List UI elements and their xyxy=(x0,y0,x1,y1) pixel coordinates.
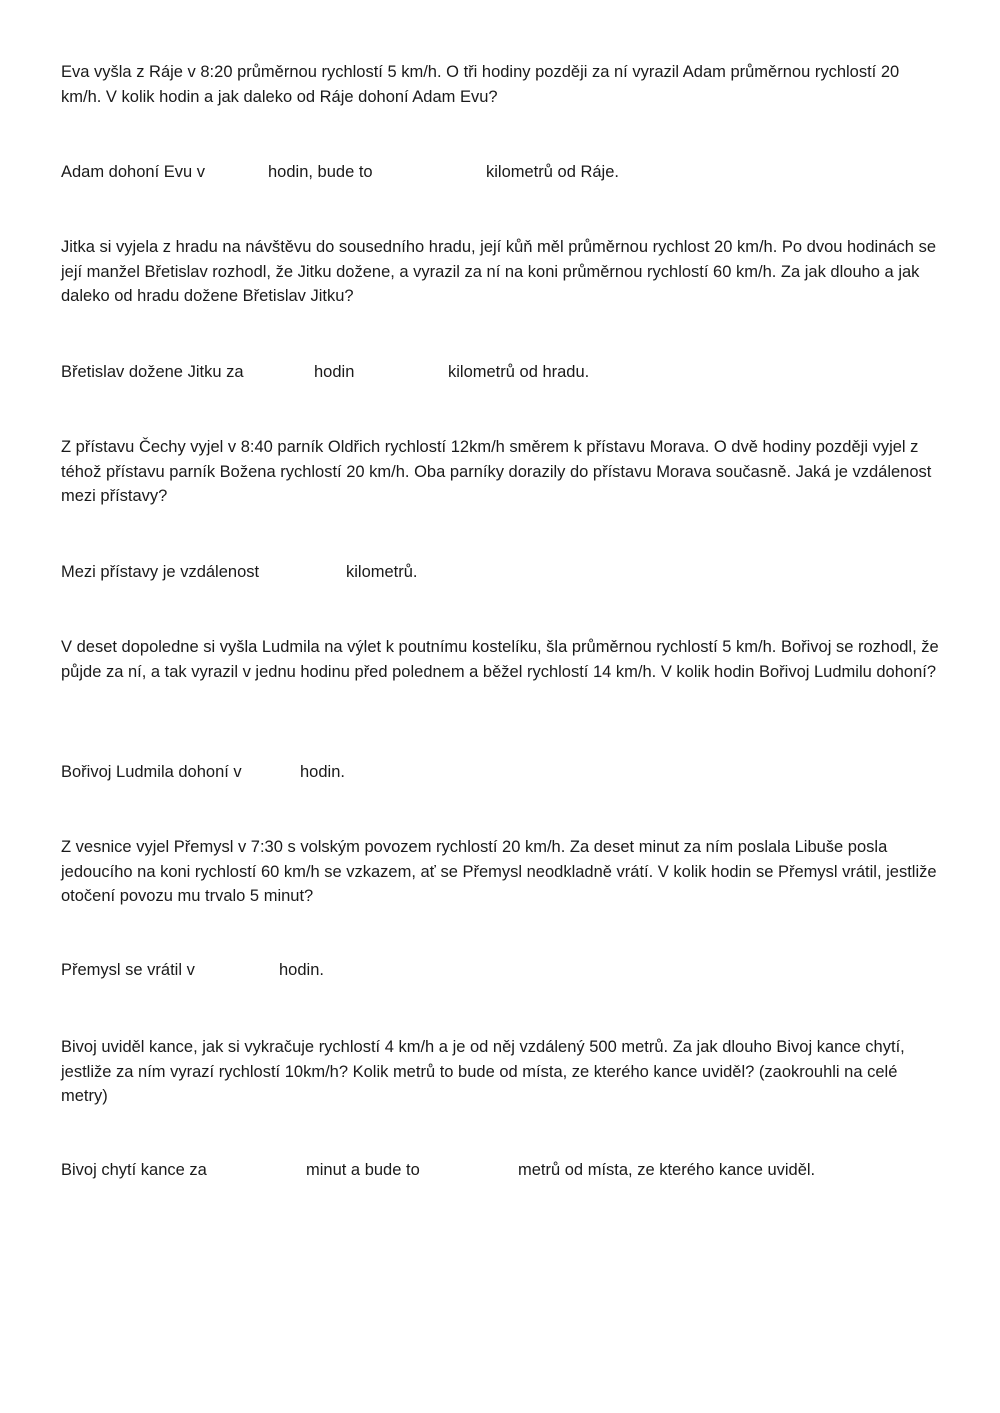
answer-blank[interactable] xyxy=(250,360,308,382)
answer-text: kilometrů od hradu. xyxy=(448,363,590,381)
answer-text: Bořivoj Ludmila dohoní v xyxy=(61,763,242,781)
problem-6-question: Bivoj uviděl kance, jak si vykračuje rychlostí 4 km/h a je od něj vzdálený 500 metrů. Za jak dlouho Bivoj kance chytí, jestliže za ním vyrazí rychlostí 10km/h? Kolik metrů to bude od místa, ze kterého kance uviděl? (zaokrouhli na celé metry) xyxy=(61,1038,905,1105)
problem-4-answer xyxy=(0,760,1000,784)
problem-5-question: Z vesnice vyjel Přemysl v 7:30 s volským povozem rychlostí 20 km/h. Za deset minut za ním poslala Libuše posla jedoucího na koni rychlostí 60 km/h se vzkazem, ať se Přemysl neodkladně vrátí. V kolik hodin se Přemysl vrátil, jestliže otočení povozu mu trvalo 5 minut? xyxy=(61,838,937,905)
answer-text: kilometrů od Ráje. xyxy=(486,163,619,181)
answer-blank[interactable] xyxy=(202,958,272,980)
answer-text: Bivoj chytí kance za xyxy=(61,1161,207,1179)
answer-text: metrů od místa, ze kterého kance uviděl. xyxy=(518,1161,816,1179)
answer-text: Přemysl se vrátil v xyxy=(61,961,195,979)
answer-blank[interactable] xyxy=(252,760,294,782)
problem-1-answer xyxy=(0,160,1000,184)
answer-text: Břetislav dožene Jitku za xyxy=(61,363,244,381)
problem-6-answer xyxy=(0,1158,1000,1182)
answer-blank[interactable] xyxy=(365,360,443,382)
answer-blank[interactable] xyxy=(212,1158,300,1180)
answer-blank[interactable] xyxy=(210,160,260,182)
problem-4-question: V deset dopoledne si vyšla Ludmila na výlet k poutnímu kostelíku, šla průměrnou rychlostí 5 km/h. Bořivoj se rozhodl, že půjde za ní, a tak vyrazil v jednu hodinu před polednem a běžel rychlostí 14 km/h. V kolik hodin Bořivoj Ludmilu dohoní? xyxy=(61,638,939,681)
answer-blank[interactable] xyxy=(385,160,480,182)
answer-text: hodin. xyxy=(300,763,345,781)
problem-2-answer xyxy=(0,360,1000,384)
problem-1-question: Eva vyšla z Ráje v 8:20 průměrnou rychlostí 5 km/h. O tři hodiny později za ní vyrazil Adam průměrnou rychlostí 20 km/h. V kolik hodin a jak daleko od Ráje dohoní Adam Evu? xyxy=(61,63,900,106)
answer-blank[interactable] xyxy=(432,1158,512,1180)
answer-text: Mezi přístavy je vzdálenost xyxy=(61,563,260,581)
answer-text: Adam dohoní Evu v xyxy=(61,163,206,181)
answer-text: hodin. xyxy=(279,961,324,979)
answer-text: kilometrů. xyxy=(346,563,418,581)
answer-text: hodin, bude to xyxy=(268,163,373,181)
answer-text: hodin xyxy=(314,363,355,381)
answer-blank[interactable] xyxy=(270,560,340,582)
answer-text: minut a bude to xyxy=(306,1161,420,1179)
problem-3-question: Z přístavu Čechy vyjel v 8:40 parník Oldřich rychlostí 12km/h směrem k přístavu Morava. O dvě hodiny později vyjel z téhož přístavu parník Božena rychlostí 20 km/h. Oba parníky dorazily do přístavu Morava současně. Jaká je vzdálenost mezi přístavy? xyxy=(61,438,932,505)
problem-5-answer xyxy=(0,958,1000,982)
problem-3-answer xyxy=(0,560,1000,584)
problem-2-question: Jitka si vyjela z hradu na návštěvu do sousedního hradu, její kůň měl průměrnou rychlost 20 km/h. Po dvou hodinách se její manžel Břetislav rozhodl, že Jitku dožene, a vyrazil za ní na koni průměrnou rychlostí 60 km/h. Za jak dlouho a jak daleko od hradu dožene Břetislav Jitku? xyxy=(61,238,936,305)
